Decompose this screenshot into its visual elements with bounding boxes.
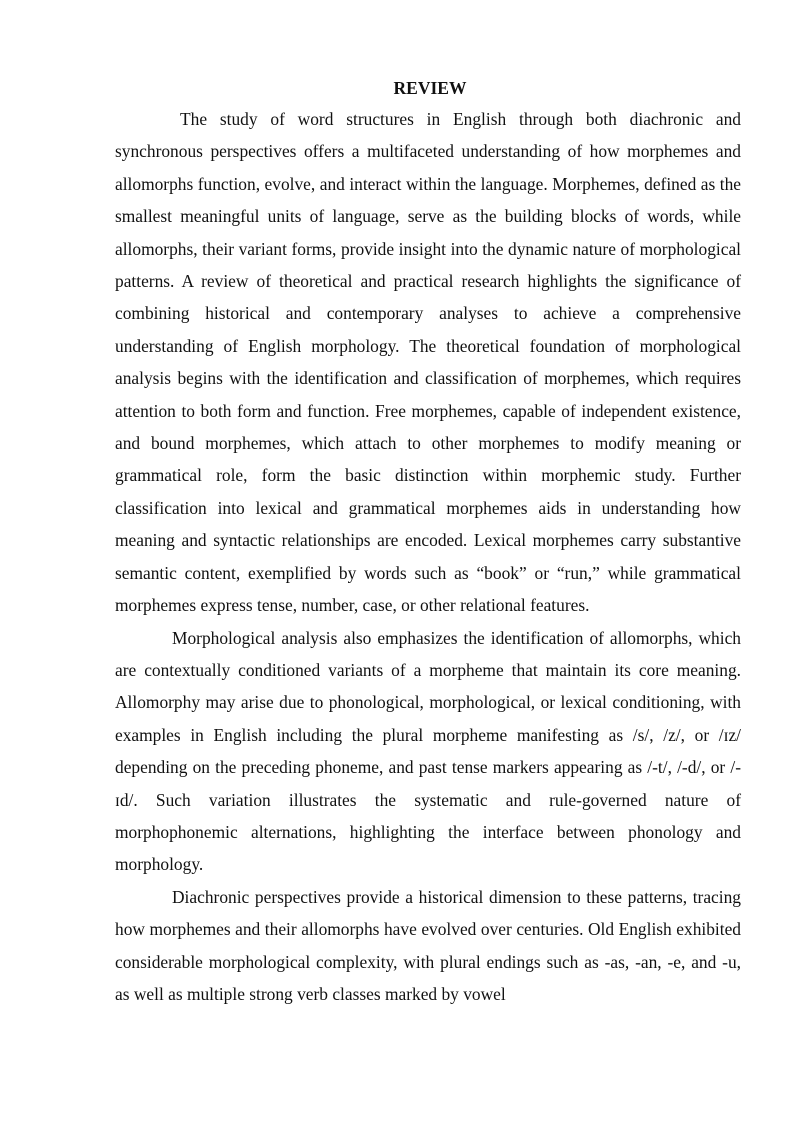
page-title: REVIEW: [393, 78, 467, 98]
paragraph-3: Diachronic perspectives provide a historical dimension to these patterns, tracing how morphemes and their allomorphs have evolved over centuries. Old English exhibited considerable morphological complexity, with plural endings such as -as, -an, -e, and -u, as well as multiple strong verb classes marked by vowel: [115, 886, 741, 1004]
body-text: [115, 103, 741, 1010]
paragraph-2: Morphological analysis also emphasizes the identification of allomorphs, which are contextually conditioned variants of a morpheme that maintain its core meaning. Allomorphy may arise due to phonological, morphological, or lexical conditioning, with examples in English including the plural morpheme manifesting as /s/, /z/, or /ɪz/ depending on the preceding phoneme, and past tense markers appearing as /-t/, /-d/, or /-ɪd/. Such variation illustrates the systematic and rule-governed nature of morphophonemic alternations, highlighting the interface between phonology and morphology.: [115, 627, 741, 875]
paragraph-1: The study of word structures in English through both diachronic and synchronous perspectives offers a multifaceted understanding of how morphemes and allomorphs function, evolve, and interact within the language. Morphemes, defined as the smallest meaningful units of language, serve as the building blocks of words, while allomorphs, their variant forms, provide insight into the dynamic nature of morphological patterns. A review of theoretical and practical research highlights the significance of combining historical and contemporary analyses to achieve a comprehensive understanding of English morphology. The theoretical foundation of morphological analysis begins with the identification and classification of morphemes, which requires attention to both form and function. Free morphemes, capable of independent existence, and bound morphemes, which attach to other morphemes to modify meaning or grammatical role, form the basic distinction within morphemic study. Further classification into lexical and grammatical morphemes aids in understanding how meaning and syntactic relationships are encoded. Lexical morphemes carry substantive semantic content, exemplified by words such as “book” or “run,” while grammatical morphemes express tense, number, case, or other relational features.: [115, 109, 741, 616]
